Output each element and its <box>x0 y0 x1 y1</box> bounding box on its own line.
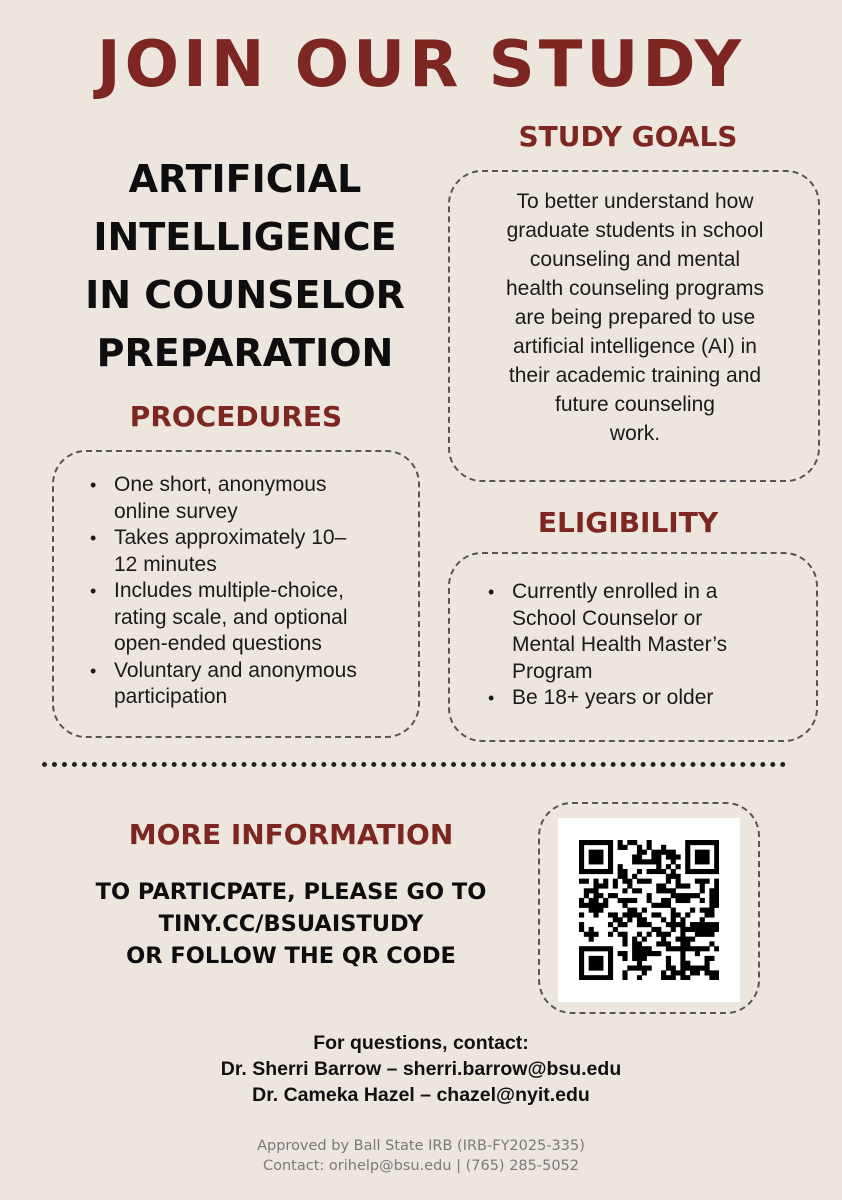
qr-code[interactable] <box>558 818 740 1002</box>
procedure-line: • Voluntary and anonymous <box>114 658 357 682</box>
procedures-heading: PROCEDURES <box>129 400 343 433</box>
irb-contact: Contact: orihelp@bsu.edu | (765) 285-5052 <box>263 1158 579 1174</box>
irb-approval: Approved by Ball State IRB (IRB-FY2025-335) <box>257 1138 585 1154</box>
study-title <box>50 150 440 382</box>
contact-person[interactable]: Dr. Sherri Barrow – sherri.barrow@bsu.edu <box>220 1058 622 1080</box>
participate-url[interactable]: TINY.CC/BSUAISTUDY <box>158 911 424 937</box>
eligibility-line: Mental Health Master’s <box>512 633 728 656</box>
more-information-heading: MORE INFORMATION <box>128 818 454 851</box>
qr-code-icon <box>579 840 719 980</box>
procedure-item <box>90 658 410 711</box>
procedure-item <box>90 525 410 578</box>
contact-heading: For questions, contact: <box>313 1032 529 1054</box>
study-goals-heading: STUDY GOALS <box>518 120 738 153</box>
eligibility-item <box>488 579 808 685</box>
procedure-line: open-ended questions <box>114 632 322 655</box>
eligibility-item <box>488 685 808 712</box>
eligibility-line: School Counselor or <box>512 606 703 630</box>
eligibility-line: • Be 18+ years or older <box>512 686 714 709</box>
study-goals-text <box>470 187 800 448</box>
goals-line: health counseling programs <box>506 277 764 300</box>
goals-line: are being prepared to use <box>514 306 756 329</box>
procedure-line: 12 minutes <box>114 552 217 576</box>
goals-line: To better understand how <box>516 190 754 213</box>
study-title-line: INTELLIGENCE <box>93 215 397 259</box>
procedure-item <box>90 472 410 525</box>
irb-footer <box>0 1136 842 1176</box>
procedures-list <box>90 472 410 711</box>
contact-block <box>0 1030 842 1108</box>
eligibility-line: Program <box>512 659 593 683</box>
procedure-line: • Takes approximately 10– <box>114 526 347 549</box>
goals-line: artificial intelligence (AI) in <box>513 335 757 358</box>
procedure-item <box>90 578 410 658</box>
section-divider <box>42 762 786 767</box>
page-title: JOIN OUR STUDY <box>96 28 746 102</box>
eligibility-list <box>488 579 808 712</box>
contact-person[interactable]: Dr. Cameka Hazel – chazel@nyit.edu <box>252 1084 590 1106</box>
goals-line: counseling and mental <box>529 248 741 271</box>
goals-line: graduate students in school <box>506 219 764 242</box>
procedure-line: online survey <box>114 499 238 523</box>
procedure-line: • Includes multiple-choice, <box>114 579 344 602</box>
study-title-line: IN COUNSELOR <box>85 273 405 317</box>
goals-line: future counseling <box>555 393 715 416</box>
procedure-line: • One short, anonymous <box>114 473 327 496</box>
participate-instructions <box>50 876 532 972</box>
participate-line: TO PARTICPATE, PLEASE GO TO <box>95 879 487 905</box>
study-title-line: ARTIFICIAL <box>128 157 362 201</box>
eligibility-heading: ELIGIBILITY <box>537 506 719 539</box>
procedure-line: rating scale, and optional <box>114 605 348 629</box>
participate-line: OR FOLLOW THE QR CODE <box>126 943 456 969</box>
study-title-line: PREPARATION <box>96 331 394 375</box>
procedure-line: participation <box>114 685 228 708</box>
goals-line: work. <box>609 422 661 445</box>
eligibility-line: • Currently enrolled in a <box>512 580 718 603</box>
goals-line: their academic training and <box>508 364 762 387</box>
